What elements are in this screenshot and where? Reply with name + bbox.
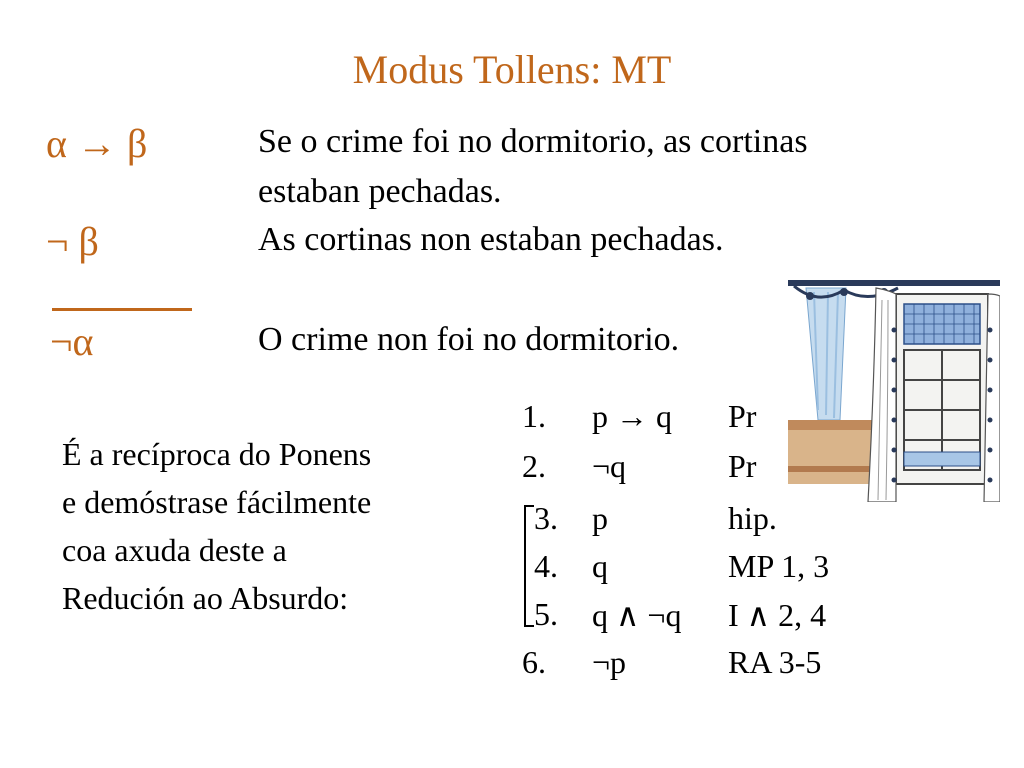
note-line-3: coa axuda deste a xyxy=(62,532,287,568)
hypothesis-bracket xyxy=(524,505,534,627)
proof-rule: RA 3-5 xyxy=(728,644,822,680)
premise2-formula: ¬ β xyxy=(46,219,99,264)
proof-rule: MP 1, 3 xyxy=(728,548,830,584)
proof-number: 3. xyxy=(534,500,558,536)
premise1-formula: α → β xyxy=(46,121,148,166)
premise1-sentence-line2: estaban pechadas. xyxy=(258,173,502,210)
proof-formula: ¬p xyxy=(592,644,627,680)
slide-title: Modus Tollens: MT xyxy=(352,47,672,92)
premise1-sentence-line1: Se o crime foi no dormitorio, as cortinas xyxy=(258,123,808,160)
proof-number: 6. xyxy=(522,644,546,680)
conclusion-formula: ¬α xyxy=(50,319,94,364)
proof-rule: Pr xyxy=(728,448,757,484)
curtained-window-illustration xyxy=(788,270,1000,502)
proof-number: 2. xyxy=(522,448,546,484)
proof-rule: hip. xyxy=(728,500,777,536)
note-line-2: e demóstrase fácilmente xyxy=(62,484,372,520)
proof-number: 5. xyxy=(534,596,558,632)
inference-bar xyxy=(52,308,192,311)
note-line-4: Redución ao Absurdo: xyxy=(62,580,349,616)
conclusion-sentence: O crime non foi no dormitorio. xyxy=(258,321,680,358)
proof-rule: I ∧ 2, 4 xyxy=(728,597,827,633)
proof-formula: p → q xyxy=(592,398,672,434)
proof-number: 1. xyxy=(522,398,546,434)
proof-formula: p xyxy=(592,500,608,536)
proof-rule: Pr xyxy=(728,398,757,434)
proof-formula: ¬q xyxy=(592,448,627,484)
proof-formula: q xyxy=(592,548,608,584)
proof-number: 4. xyxy=(534,548,558,584)
note-line-1: É a recíproca do Ponens xyxy=(62,436,372,472)
proof-formula: q ∧ ¬q xyxy=(592,597,682,633)
premise2-sentence: As cortinas non estaban pechadas. xyxy=(258,221,724,258)
